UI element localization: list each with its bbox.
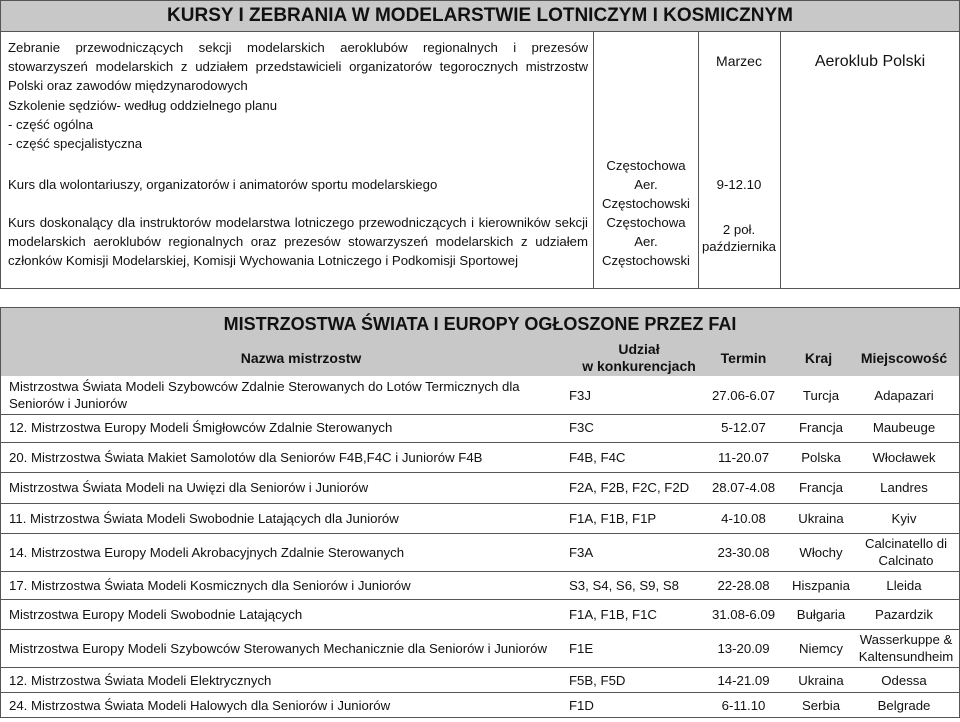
row-classes: F4B, F4C <box>569 449 626 465</box>
row-term: 14-21.09 <box>717 672 770 688</box>
row-term: 4-10.08 <box>721 510 766 526</box>
column-header-country: Kraj <box>804 350 833 366</box>
column-header-place: Miejscowość <box>860 350 948 366</box>
row-place: Lleida <box>886 577 922 593</box>
table-row <box>1 693 959 717</box>
table-row <box>1 668 959 692</box>
row-place: Maubeuge <box>872 419 936 435</box>
course-organizer: Aeroklub Polski <box>814 53 926 70</box>
row-classes: F1A, F1B, F1P <box>569 510 657 526</box>
row-term: 5-12.07 <box>721 419 766 435</box>
row-country: Serbia <box>801 697 841 713</box>
course-date: 9-12.10 <box>716 177 762 192</box>
row-country: Polska <box>801 449 841 465</box>
table-row <box>1 376 959 414</box>
row-country: Hiszpania <box>792 577 850 593</box>
column-header-classes <box>569 341 709 375</box>
table-row <box>1 443 959 471</box>
table-row <box>1 630 959 666</box>
row-term: 27.06-6.07 <box>711 387 776 403</box>
table-row <box>1 473 959 501</box>
row-place: Calcinatello di Calcinato <box>864 536 948 568</box>
column-header-name: Nazwa mistrzostw <box>240 350 362 366</box>
table-row <box>1 415 959 439</box>
row-name: 12. Mistrzostwa Europy Modeli Śmigłowców Zdalnie Sterowanych <box>9 419 393 435</box>
row-name: 12. Mistrzostwa Świata Modeli Elektrycznych <box>9 672 272 688</box>
column-header-classes-line: Udział <box>618 341 660 357</box>
row-country: Niemcy <box>799 640 843 656</box>
row-country: Włochy <box>799 544 843 560</box>
row-country: Ukraina <box>798 672 844 688</box>
row-country: Ukraina <box>798 510 844 526</box>
row-term: 22-28.08 <box>717 577 770 593</box>
column-header-classes-line: w konkurencjach <box>582 358 696 374</box>
row-place: Adapazari <box>874 387 934 403</box>
row-name: Mistrzostwa Świata Modeli na Uwięzi dla Seniorów i Juniorów <box>9 479 369 495</box>
course-date-line: października <box>701 239 777 254</box>
table-row <box>1 504 959 532</box>
row-term: 6-11.10 <box>721 697 766 713</box>
course-item-judges <box>8 96 588 153</box>
row-country: Turcja <box>802 387 840 403</box>
championships-title: MISTRZOSTWA ŚWIATA I EUROPY OGŁOSZONE PRZEZ FAI <box>223 314 737 334</box>
row-classes: F3J <box>569 387 591 403</box>
championships-table <box>0 307 960 718</box>
row-term: 31.08-6.09 <box>711 606 776 622</box>
row-classes: F1D <box>569 697 594 713</box>
column-header-term: Termin <box>720 350 767 366</box>
row-place: Odessa <box>881 672 927 688</box>
course-item-judges-line: - część ogólna <box>8 117 94 132</box>
championships-header <box>1 308 959 376</box>
row-place: Pazardzik <box>875 606 933 622</box>
table-row <box>1 600 959 628</box>
row-name: Mistrzostwa Europy Modeli Szybowców Sterowanych Mechanicznie dla Seniorów i Juniorów <box>9 640 547 656</box>
row-name: Mistrzostwa Świata Modeli Szybowców Zdalnie Sterowanych do Lotów Termicznych dla Seniorów i Juniorów <box>9 379 520 411</box>
row-name: 11. Mistrzostwa Świata Modeli Swobodnie Latających dla Juniorów <box>9 510 399 526</box>
row-classes: F2A, F2B, F2C, F2D <box>569 479 690 495</box>
table-row <box>1 534 959 570</box>
divider <box>593 31 594 289</box>
row-term: 28.07-4.08 <box>711 479 776 495</box>
row-country: Francja <box>799 479 843 495</box>
course-item-judges-line: Szkolenie sędziów- według oddzielnego planu <box>8 98 278 113</box>
row-place: Kyiv <box>891 510 917 526</box>
course-date <box>698 221 780 255</box>
row-place: Włocławek <box>872 449 936 465</box>
course-date-line: 2 poł. <box>722 222 756 237</box>
course-month: Marzec <box>716 53 762 69</box>
course-place: Częstochowa Aer. Częstochowski <box>602 215 690 268</box>
row-classes: F5B, F5D <box>569 672 626 688</box>
row-term: 23-30.08 <box>717 544 770 560</box>
course-item-volunteers: Kurs dla wolontariuszy, organizatorów i animatorów sportu modelarskiego <box>8 177 438 192</box>
course-item-meeting: Zebranie przewodniczących sekcji modelarskich aeroklubów regionalnych i prezesów stowarzyszeń modelarskich z udziałem przedstawicieli organizatorów tegorocznych mistrzostw Polski oraz zawodów międzynarodowych <box>8 40 588 93</box>
course-item-judges-line: - część specjalistyczna <box>8 136 143 151</box>
row-name: 14. Mistrzostwa Europy Modeli Akrobacyjnych Zdalnie Sterowanych <box>9 544 405 560</box>
row-classes: F3C <box>569 419 594 435</box>
courses-title: KURSY I ZEBRANIA W MODELARSTWIE LOTNICZYM I KOSMICZNYM <box>0 0 960 32</box>
row-name: 24. Mistrzostwa Świata Modeli Halowych dla Seniorów i Juniorów <box>9 697 391 713</box>
course-place: Częstochowa Aer. Częstochowski <box>602 158 690 211</box>
table-row <box>1 572 959 598</box>
row-classes: F1E <box>569 640 594 656</box>
course-item-instructors: Kurs doskonalący dla instruktorów modelarstwa lotniczego przewodniczących i kierowników sekcji modelarskich aeroklubów regionalnych oraz prezesów stowarzyszeń modelarskich z udziałem członków Komisji Modelarskiej, Komisji Wychowania Lotniczego i Podkomisji Sportowej <box>8 215 588 268</box>
row-name: 20. Mistrzostwa Świata Makiet Samolotów dla Seniorów F4B,F4C i Juniorów F4B <box>9 449 483 465</box>
row-place: Belgrade <box>877 697 931 713</box>
row-name: 17. Mistrzostwa Świata Modeli Kosmicznych dla Seniorów i Juniorów <box>9 577 411 593</box>
row-country: Francja <box>799 419 843 435</box>
row-place: Wasserkuppe & Kaltensundheim <box>858 632 954 664</box>
row-term: 13-20.09 <box>717 640 770 656</box>
row-place: Landres <box>880 479 928 495</box>
row-country: Bułgaria <box>796 606 846 622</box>
row-name: Mistrzostwa Europy Modeli Swobodnie Latających <box>9 606 303 622</box>
row-classes: F1A, F1B, F1C <box>569 606 657 622</box>
row-classes: S3, S4, S6, S9, S8 <box>569 577 679 593</box>
row-term: 11-20.07 <box>717 449 770 465</box>
row-classes: F3A <box>569 544 594 560</box>
